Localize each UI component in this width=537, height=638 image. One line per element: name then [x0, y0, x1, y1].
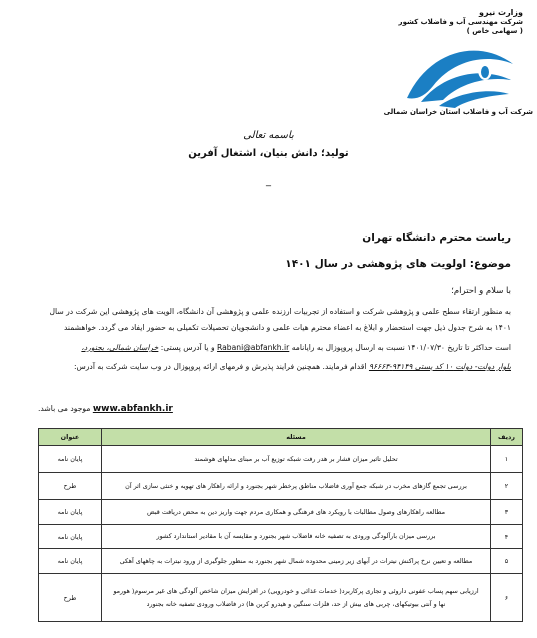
body-line-4: [21, 362, 511, 371]
row-problem: مطالعه راهکارهای وصول مطالبات با رویکرد های فرهنگی و همکاری مردم جهت واریز دین به محض دریافت قبض: [102, 500, 491, 525]
slogan: تولید؛ دانش بنیان، اشتغال آفرین: [188, 148, 349, 159]
water-drop-logo-icon: [399, 40, 519, 112]
body-line-2: ۱۴۰۱ به شرح جدول ذیل جهت استحضار و ابلاغ به اعضاء محترم هیات علمی و دانشجویان تحصیلات تکمیلی به حضور ایفاد می گردد. خواهشمند: [63, 323, 511, 332]
row-problem: بررسی میزان بارآلودگی ورودی به تصفیه خانه فاضلاب شهر بجنورد و مقایسه آن با مقادیر استاندارد کشور: [102, 525, 491, 549]
logo-caption: شرکت آب و فاضلاب استان خراسان شمالی: [383, 108, 533, 116]
email-link[interactable]: Rabani@abfankh.ir: [217, 343, 290, 352]
row-problem-line: ارزیابی سهم پساب عفونی داروئی و تجاری پرکاربرد( خدمات غذائی و خودرویی) در افزایش میزان شاخص آلودگی های غیر مرسوم( هورمو: [113, 586, 479, 595]
body-line-1: به منظور ارتقاء سطح علمی و پژوهشی شرکت و استفاده از تجربیات ارزنده علمی و پژوهشی آن دانشگاه، الویت های پژوهشی این شرکت در سال: [49, 307, 511, 316]
row-number: ۵: [491, 549, 523, 574]
website-link[interactable]: www.abfankh.ir: [92, 404, 173, 414]
table-row: [39, 549, 523, 574]
addressee: ریاست محترم دانشگاه تهران: [362, 232, 511, 244]
header-title: عنوان: [39, 429, 102, 446]
table-row: [39, 446, 523, 473]
row-problem: تحلیل تاثیر میزان فشار بر هدر رفت شبکه توزیع آب بر مبنای مدلهای هوشمند: [102, 446, 491, 473]
research-priorities-table: [38, 428, 523, 622]
table-row: [39, 473, 523, 500]
row-type: پایان نامه: [39, 446, 102, 473]
row-type: پایان نامه: [39, 500, 102, 525]
row-number: ۴: [491, 525, 523, 549]
row-number: ۳: [491, 500, 523, 525]
row-type: پایان نامه: [39, 549, 102, 574]
company-name: شرکت مهندسی آب و فاضلاب کشور: [398, 17, 523, 26]
row-problem: بررسی تجمع گازهای مخرب در شبکه جمع آوری فاضلاب مناطق پرخطر شهر بجنورد و ارائه راهکار های تهویه و خنثی سازی اثر آن: [102, 473, 491, 500]
header-problem: مسئله: [102, 429, 491, 446]
row-problem-line: نها و آنتی بیوتیکهای، چربی های بیش از حد، فلزات سنگین و هیدرو کربن ها) در فاضلاب ورودی تصفیه خانه بجنورد: [146, 599, 446, 608]
body-line-3-mid: و یا آدرس پستی:: [160, 343, 215, 352]
row-type: طرح: [39, 574, 102, 622]
subject-line: موضوع: اولویت های پژوهشی در سال ۱۴۰۱: [285, 258, 511, 270]
body-line-4-end: اقدام فرمایند. همچنین فرایند پذیرش و فرمهای ارائه پروپوزال در وب سایت شرکت به آدرس:: [73, 362, 367, 371]
body-line-5: [38, 404, 173, 414]
row-number: ۶: [491, 574, 523, 622]
body-line-5-end: موجود می باشد.: [38, 404, 91, 413]
header-row-number: ردیف: [491, 429, 523, 446]
separator: _: [266, 176, 271, 187]
table-header-row: [39, 429, 523, 446]
table-row: [39, 574, 523, 622]
row-type: پایان نامه: [39, 525, 102, 549]
row-number: ۱: [491, 446, 523, 473]
table-row: [39, 500, 523, 525]
greeting: با سلام و احترام؛: [451, 286, 511, 296]
body-line-3: [21, 343, 511, 352]
row-problem: مطالعه و تعیین نرخ پراکنش نیترات در آبهای زیر زمینی محدوده شمال شهر بجنورد به منظور جلوگیری از ورود نیترات به چاههای آهکی: [102, 549, 491, 574]
table-row: [39, 525, 523, 549]
row-problem: [102, 574, 491, 622]
row-number: ۲: [491, 473, 523, 500]
body-line-3-start: است حداکثر تا تاریخ ۱۴۰۱/۰۷/۳۰ نسبت به ارسال پروپوزال به رایانامه: [291, 343, 511, 352]
row-type: طرح: [39, 473, 102, 500]
company-type: ( سهامی خاص ): [466, 27, 523, 35]
postal-address-b: بلوار دولت- دولت ۱۰ کد پستی ۹۴۱۴۹-۹۶۶۶۳: [368, 362, 511, 371]
ministry-name: وزارت نیرو: [479, 8, 523, 17]
bismillah: باسمه تعالی: [243, 130, 294, 141]
letterhead-text: [373, 8, 523, 37]
postal-address-a: خراسان شمالی، بجنورد،: [81, 343, 159, 352]
